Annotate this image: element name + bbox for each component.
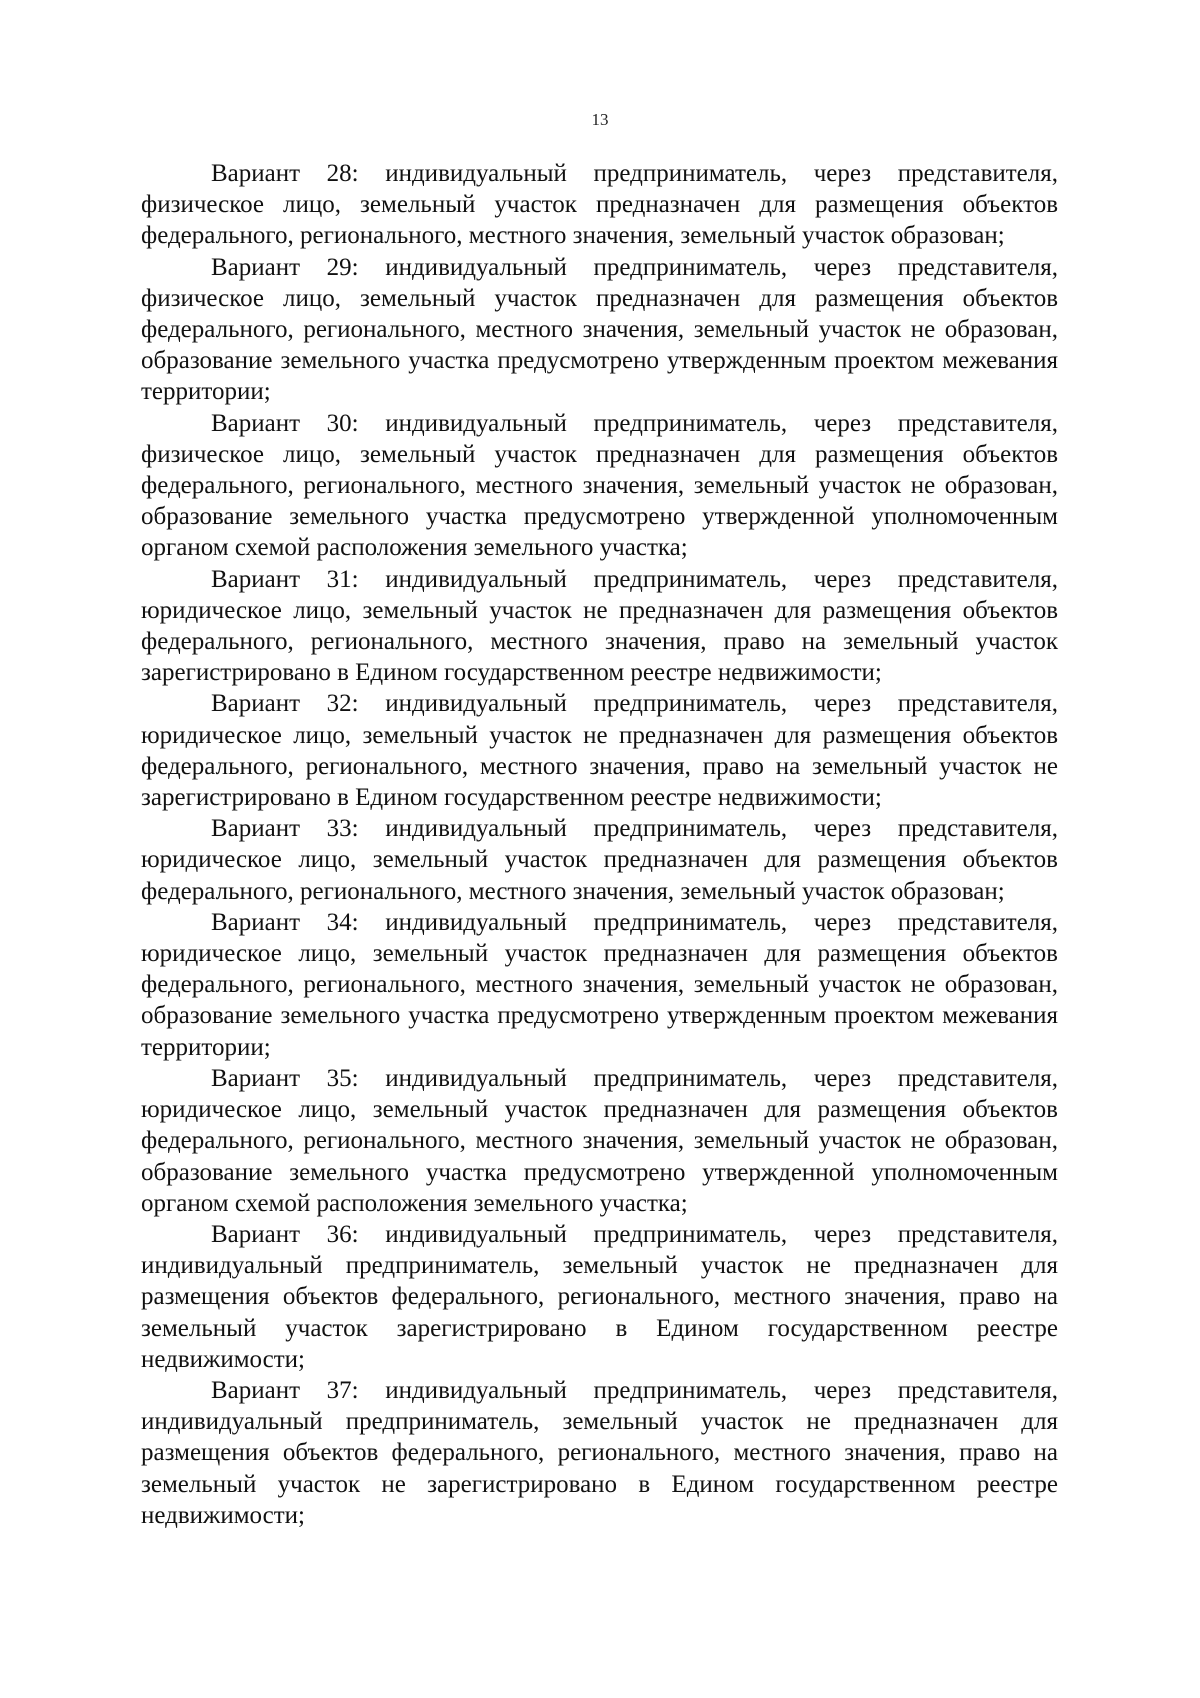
variant-28-paragraph: Вариант 28: индивидуальный предприниматель, через представителя, физическое лицо, земельный участок предназначен для размещения объектов федерального, регионального, местного значения, земельный участок образован; bbox=[141, 160, 1058, 250]
variant-32-paragraph: Вариант 32: индивидуальный предприниматель, через представителя, юридическое лицо, земельный участок не предназначен для размещения объектов федерального, регионального, местного значения, право на земельный участок не зарегистрировано в Едином государственном реестре недвижимости; bbox=[141, 690, 1058, 812]
page-number: 13 bbox=[591, 110, 609, 129]
variant-36-paragraph: Вариант 36: индивидуальный предприниматель, через представителя, индивидуальный предприниматель, земельный участок не предназначен для размещения объектов федерального, регионального, местного значения, право на земельный участок зарегистрировано в Едином государственном реестре недвижимости; bbox=[141, 1220, 1058, 1373]
variant-37-paragraph: Вариант 37: индивидуальный предприниматель, через представителя, индивидуальный предприниматель, земельный участок не предназначен для размещения объектов федерального, регионального, местного значения, право на земельный участок не зарегистрировано в Едином государственном реестре недвижимости; bbox=[141, 1376, 1058, 1529]
variant-30-paragraph: Вариант 30: индивидуальный предприниматель, через представителя, физическое лицо, земельный участок предназначен для размещения объектов федерального, регионального, местного значения, земельный участок не образован, образование земельного участка предусмотрено утвержденной уполномоченным органом схемой расположения земельного участка; bbox=[141, 409, 1058, 562]
variant-33-paragraph: Вариант 33: индивидуальный предприниматель, через представителя, юридическое лицо, земельный участок предназначен для размещения объектов федерального, регионального, местного значения, земельный участок образован; bbox=[141, 815, 1058, 905]
variant-31-paragraph: Вариант 31: индивидуальный предприниматель, через представителя, юридическое лицо, земельный участок не предназначен для размещения объектов федерального, регионального, местного значения, право на земельный участок зарегистрировано в Едином государственном реестре недвижимости; bbox=[141, 565, 1058, 687]
variant-35-paragraph: Вариант 35: индивидуальный предприниматель, через представителя, юридическое лицо, земельный участок предназначен для размещения объектов федерального, регионального, местного значения, земельный участок не образован, образование земельного участка предусмотрено утвержденной уполномоченным органом схемой расположения земельного участка; bbox=[141, 1064, 1058, 1217]
variant-34-paragraph: Вариант 34: индивидуальный предприниматель, через представителя, юридическое лицо, земельный участок предназначен для размещения объектов федерального, регионального, местного значения, земельный участок не образован, образование земельного участка предусмотрено утвержденным проектом межевания территории; bbox=[141, 908, 1058, 1061]
variant-29-paragraph: Вариант 29: индивидуальный предприниматель, через представителя, физическое лицо, земельный участок предназначен для размещения объектов федерального, регионального, местного значения, земельный участок не образован, образование земельного участка предусмотрено утвержденным проектом межевания территории; bbox=[141, 253, 1058, 406]
variants-list bbox=[141, 158, 1058, 1531]
